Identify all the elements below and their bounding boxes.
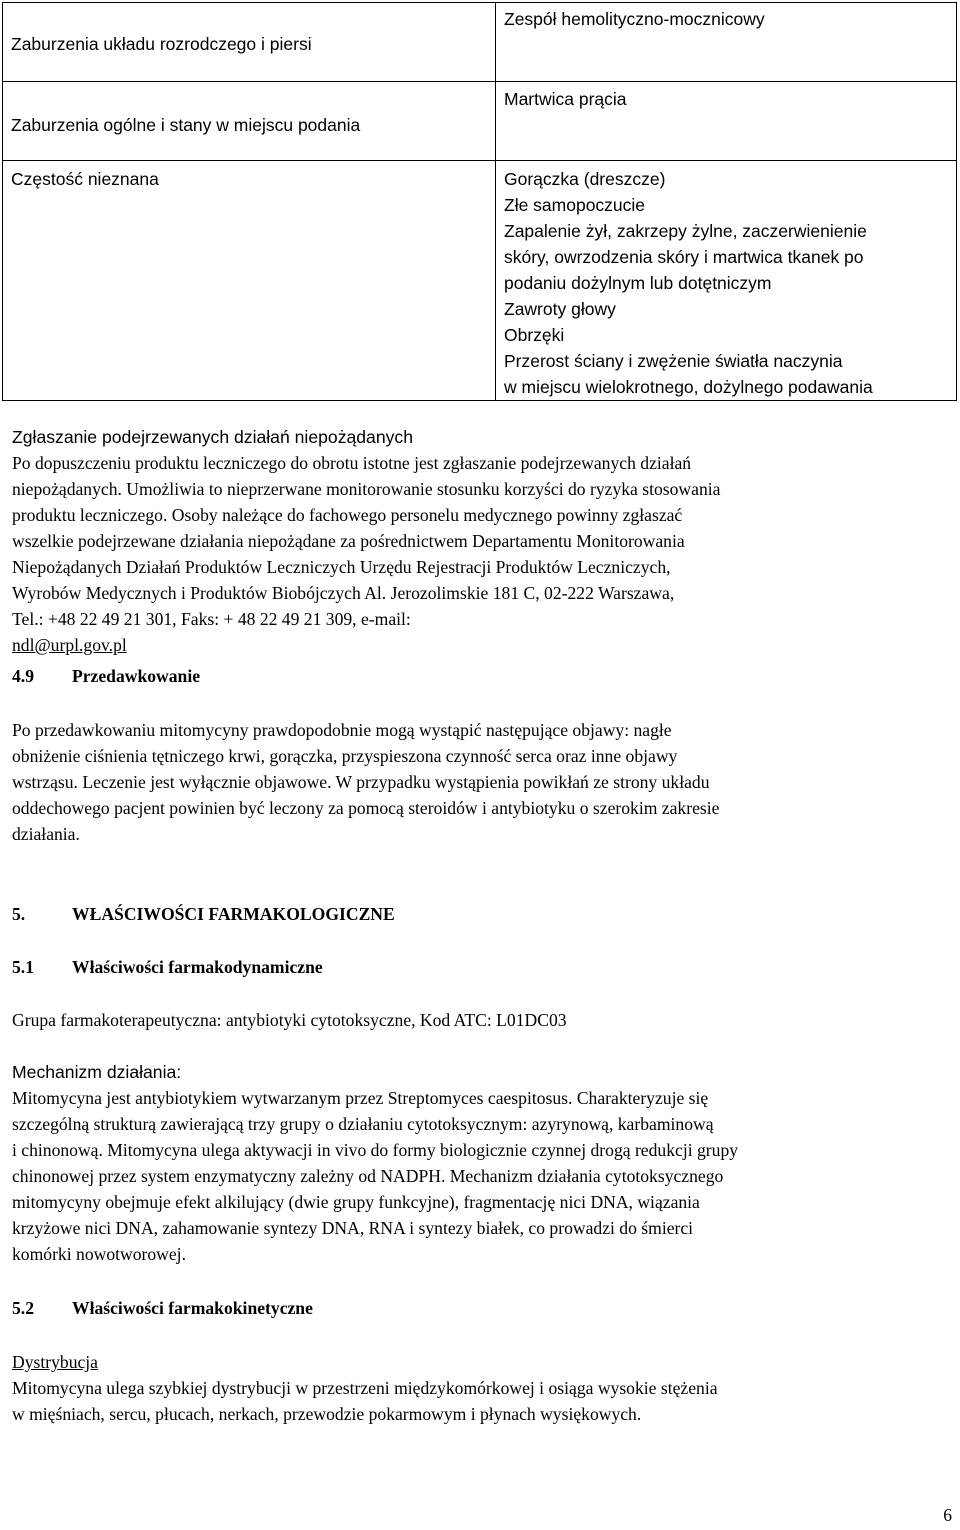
section-title: Właściwości farmakokinetyczne (72, 1298, 313, 1318)
distribution-heading: Dystrybucja (12, 1352, 98, 1372)
pharmacotherapeutic-group: Grupa farmakoterapeutyczna: antybiotyki cytotoksyczne, Kod ATC: L01DC03 (12, 1010, 567, 1030)
table-row (3, 161, 957, 401)
paragraph-line: wszelkie podejrzewane działania niepożądane za pośrednictwem Departamentu Monitorowania (12, 531, 685, 551)
effect-line: podaniu dożylnym lub dotętniczym (504, 273, 772, 293)
row-label: Zaburzenia ogólne i stany w miejscu podania (11, 115, 361, 135)
section-title: Właściwości farmakodynamiczne (72, 957, 323, 977)
section-heading-4-9 (12, 663, 942, 689)
paragraph-line: produktu leczniczego. Osoby należące do fachowego personelu medycznego powinny zgłaszać (12, 505, 683, 525)
table-row (3, 82, 957, 161)
paragraph-line: chinonowej przez system enzymatyczny zależny od NADPH. Mechanizm działania cytotoksycznego (12, 1166, 724, 1186)
email-link[interactable]: ndl@urpl.gov.pl (12, 635, 127, 655)
section-heading-5-1 (12, 954, 942, 980)
section-heading-5-2 (12, 1295, 942, 1321)
section-number: 5.2 (12, 1298, 34, 1318)
paragraph-line: niepożądanych. Umożliwia to nieprzerwane monitorowanie stosunku korzyści do ryzyka stosowania (12, 479, 721, 499)
contact-text: Tel.: +48 22 49 21 301, Faks: + 48 22 49 21 309, e-mail: (12, 609, 411, 629)
table-cell-category (3, 82, 496, 161)
effect-line: Obrzęki (504, 325, 565, 345)
distribution-paragraph (12, 1375, 942, 1427)
effect-line: Zawroty głowy (504, 299, 616, 319)
table-cell-effects (496, 161, 957, 401)
section-number: 5. (12, 904, 26, 924)
effect-line: Zapalenie żył, zakrzepy żylne, zaczerwienienie (504, 221, 867, 241)
table-cell-effects (496, 82, 957, 161)
paragraph-line: w mięśniach, sercu, płucach, nerkach, przewodzie pokarmowym i płynach wysiękowych. (12, 1404, 642, 1424)
mechanism-paragraph (12, 1085, 942, 1267)
paragraph-line: Po przedawkowaniu mitomycyny prawdopodobnie mogą wystąpić następujące objawy: nagłe (12, 720, 672, 740)
paragraph-line: Wyrobów Medycznych i Produktów Biobójczych Al. Jerozolimskie 181 C, 02-222 Warszawa, (12, 583, 675, 603)
section-heading-5 (12, 901, 942, 927)
adverse-effects-table (2, 2, 957, 401)
effect-line: w miejscu wielokrotnego, dożylnego podawania (504, 377, 873, 397)
section-title: WŁAŚCIWOŚCI FARMAKOLOGICZNE (72, 904, 395, 924)
paragraph-line: oddechowego pacjent powinien być leczony za pomocą steroidów i antybiotyku o szerokim zakresie (12, 798, 720, 818)
mechanism-heading: Mechanizm działania: (12, 1062, 182, 1082)
paragraph-line: mitomycyny obejmuje efekt alkilujący (dwie grupy funkcyjne), fragmentację nici DNA, wiązania (12, 1192, 700, 1212)
effect-line: skóry, owrzodzenia skóry i martwica tkanek po (504, 247, 864, 267)
paragraph-line: wstrząsu. Leczenie jest wyłącznie objawowe. W przypadku wystąpienia powikłań ze strony układu (12, 772, 710, 792)
reporting-section (12, 424, 942, 658)
overdose-paragraph (12, 717, 942, 847)
paragraph-line: działania. (12, 824, 80, 844)
row-label: Zaburzenia układu rozrodczego i piersi (11, 34, 312, 54)
contact-line (12, 606, 942, 658)
table-cell-frequency (3, 161, 496, 401)
effect-text: Zespół hemolityczno-mocznicowy (504, 9, 765, 29)
paragraph-line: krzyżowe nici DNA, zahamowanie syntezy DNA, RNA i syntezy białek, co prowadzi do śmierci (12, 1218, 694, 1238)
paragraph-line: szczególną strukturą zawierającą trzy grupy o działaniu cytotoksycznym: azyrynową, karbaminową (12, 1114, 714, 1134)
paragraph-line: Po dopuszczeniu produktu leczniczego do obrotu istotne jest zgłaszanie podejrzewanych działań (12, 453, 692, 473)
row-label: Częstość nieznana (11, 169, 159, 189)
paragraph-line: Mitomycyna jest antybiotykiem wytwarzanym przez Streptomyces caespitosus. Charakteryzuje się (12, 1088, 709, 1108)
page-number: 6 (943, 1505, 952, 1525)
paragraph-line: Mitomycyna ulega szybkiej dystrybucji w przestrzeni międzykomórkowej i osiąga wysokie stężenia (12, 1378, 718, 1398)
paragraph-line: obniżenie ciśnienia tętniczego krwi, gorączka, przyspieszona czynność serca oraz inne objawy (12, 746, 678, 766)
effect-line: Złe samopoczucie (504, 195, 646, 215)
section-title: Przedawkowanie (72, 666, 201, 686)
effect-text: Martwica prącia (504, 89, 627, 109)
effect-line: Przerost ściany i zwężenie światła naczynia (504, 351, 843, 371)
effect-line: Gorączka (dreszcze) (504, 169, 666, 189)
table-cell-category (3, 3, 496, 82)
table-row (3, 3, 957, 82)
paragraph-line: i chinonową. Mitomycyna ulega aktywacji in vivo do formy biologicznie czynnej drogą redukcji grupy (12, 1140, 739, 1160)
section-number: 4.9 (12, 666, 34, 686)
reporting-heading: Zgłaszanie podejrzewanych działań niepożądanych (12, 427, 414, 447)
table-cell-effects (496, 3, 957, 82)
paragraph-line: Niepożądanych Działań Produktów Leczniczych Urzędu Rejestracji Produktów Leczniczych, (12, 557, 671, 577)
paragraph-line: komórki nowotworowej. (12, 1244, 186, 1264)
section-number: 5.1 (12, 957, 34, 977)
